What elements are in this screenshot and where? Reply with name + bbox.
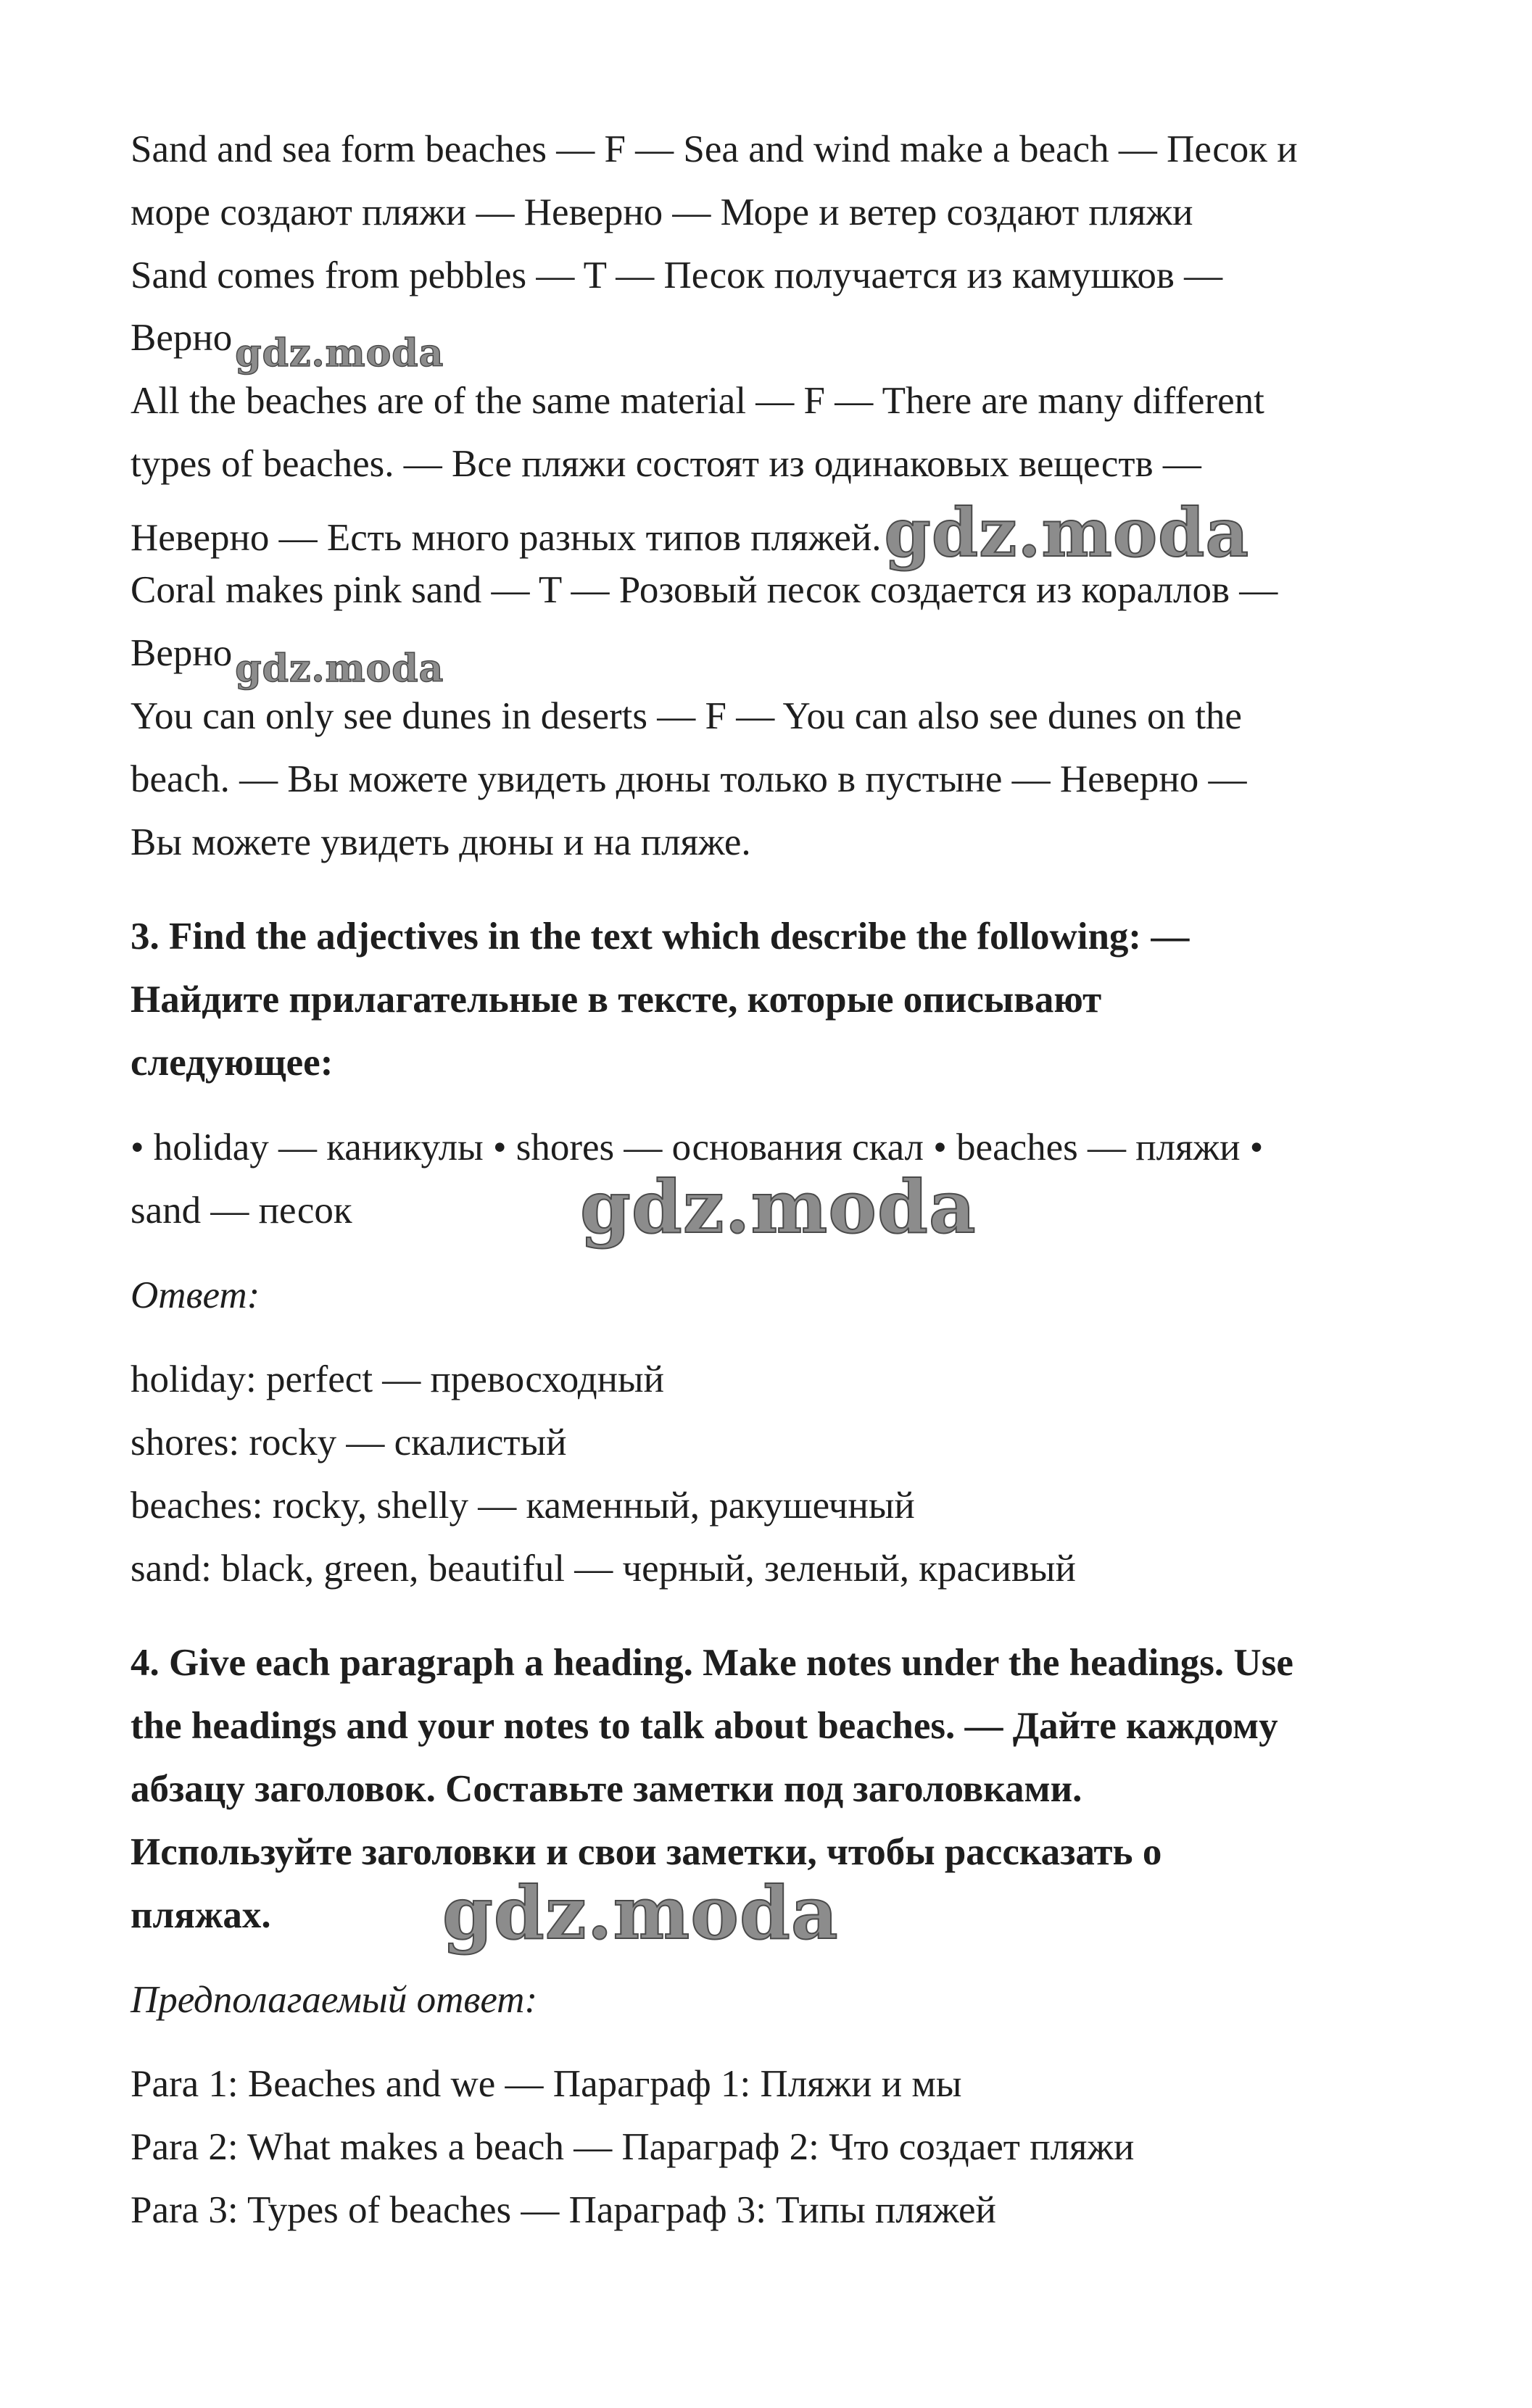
task4-answer-line: Para 3: Types of beaches — Параграф 3: Типы пляжей	[131, 2189, 996, 2231]
tf-line-text: Верно	[131, 317, 233, 359]
task3-heading-line: 3. Find the adjectives in the text which describe the following: —	[131, 916, 1190, 958]
task4-heading-line: the headings and your notes to talk about beaches. — Дайте каждому	[131, 1705, 1278, 1747]
task3-heading-line: Найдите прилагательные в тексте, которые описывают	[131, 979, 1102, 1021]
task3-heading-line: следующее:	[131, 1042, 334, 1084]
tf-line: You can only see dunes in deserts — F — You can also see dunes on the	[131, 695, 1242, 737]
task3-answer-line: shores: rocky — скалистый	[131, 1421, 567, 1464]
task4-heading-line: пляжах.	[131, 1894, 271, 1936]
tf-line: Sand comes from pebbles — T — Песок получается из камушков —	[131, 254, 1223, 296]
tf-line-text: Верно	[131, 632, 233, 674]
task3-items-line: sand — песок	[131, 1190, 352, 1232]
task4-answer-label: Предполагаемый ответ:	[131, 1979, 538, 2021]
tf-line: All the beaches are of the same material — F — There are many different	[131, 380, 1264, 422]
tf-line: beach. — Вы можете увидеть дюны только в пустыне — Неверно —	[131, 758, 1247, 800]
watermark-logo: gdz.moda	[884, 494, 1250, 572]
watermark-logo: gdz.moda	[442, 1870, 839, 1956]
task4-heading-line: абзацу заголовок. Составьте заметки под заголовками.	[131, 1768, 1082, 1810]
task3-answer-line: sand: black, green, beautiful — черный, зеленый, красивый	[131, 1548, 1076, 1590]
task4-heading-line: Используйте заголовки и свои заметки, чтобы рассказать о	[131, 1831, 1162, 1873]
tf-line: types of beaches. — Все пляжи состоят из одинаковых веществ —	[131, 443, 1201, 485]
task3-answer-label: Ответ:	[131, 1274, 260, 1316]
tf-line-text: Неверно — Есть много разных типов пляжей.	[131, 517, 882, 559]
tf-line: Вы можете увидеть дюны и на пляже.	[131, 821, 751, 863]
tf-line-with-watermark	[131, 631, 444, 691]
tf-line-with-watermark	[131, 316, 444, 375]
task3-answer-line: beaches: rocky, shelly — каменный, ракушечный	[131, 1485, 915, 1527]
watermark-logo: gdz.moda	[235, 331, 444, 375]
watermark-logo: gdz.moda	[235, 647, 444, 691]
watermark-logo: gdz.moda	[580, 1164, 977, 1250]
task4-heading-line: 4. Give each paragraph a heading. Make notes under the headings. Use	[131, 1642, 1293, 1684]
task3-answer-line: holiday: perfect — превосходный	[131, 1358, 664, 1400]
tf-line: Sand and sea form beaches — F — Sea and wind make a beach — Песок и	[131, 128, 1298, 170]
tf-line: Coral makes pink sand — T — Розовый песок создается из кораллов —	[131, 569, 1278, 611]
task3-items-line: • holiday — каникулы • shores — основания скал • beaches — пляжи •	[131, 1126, 1264, 1168]
task4-answer-line: Para 1: Beaches and we — Параграф 1: Пляжи и мы	[131, 2063, 962, 2105]
tf-line-with-watermark	[131, 494, 1250, 572]
task4-answer-line: Para 2: What makes a beach — Параграф 2: Что создает пляжи	[131, 2126, 1135, 2168]
tf-line: море создают пляжи — Неверно — Море и ветер создают пляжи	[131, 191, 1193, 233]
